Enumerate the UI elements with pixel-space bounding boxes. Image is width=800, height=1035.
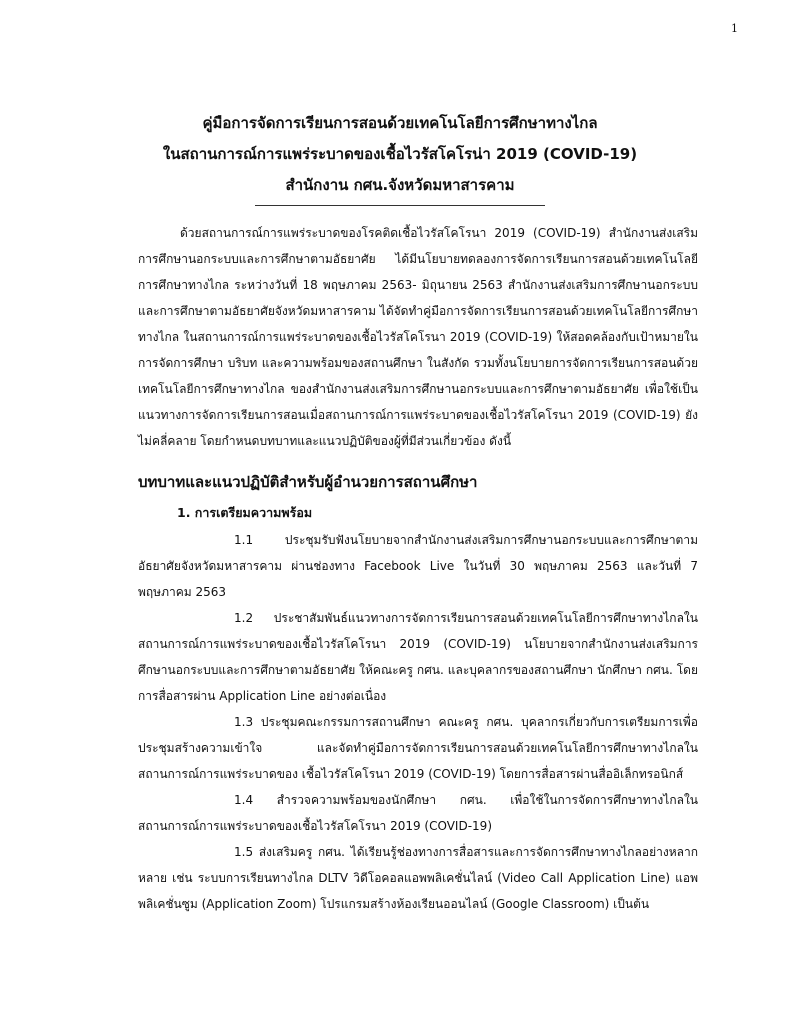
list-item: 1.3 ประชุมคณะกรรมการสถานศึกษา คณะครู กศน. บุคลากรเกี่ยวกับการเตรียมการเพื่อประชุมสร้างความเข้าใจ และจัดทำคู่มือการจัดการเรียนการสอนด้วยเทคโนโลยีการศึกษาทางไกลในสถานการณ์การแพร่ระบาดของ เชื้อไวรัสโคโรนา 2019 (COVID-19) โดยการสื่อสารผ่านสื่ออิเล็กทรอนิกส์ [138, 715, 698, 781]
document-office: สำนักงาน กศน.จังหวัดมหาสารคาม [285, 176, 515, 194]
page-number: 1 [731, 22, 738, 35]
intro-section [138, 220, 698, 454]
intro-paragraph: ด้วยสถานการณ์การแพร่ระบาดของโรคติดเชื้อไวรัสโคโรนา 2019 (COVID-19) สำนักงานส่งเสริมการศึกษานอกระบบและการศึกษาตามอัธยาศัย ได้มีนโยบายทดลองการจัดการเรียนการสอนด้วยเทคโนโลยีการศึกษาทางไกล ระหว่างวันที่ 18 พฤษภาคม 2563- มิถุนายน 2563 สำนักงานส่งเสริมการศึกษานอกระบบและการศึกษาตามอัธยาศัยจังหวัดมหาสารคาม ได้จัดทำคู่มือการจัดการเรียนการสอนด้วยเทคโนโลยีการศึกษาทางไกล ในสถานการณ์การแพร่ระบาดของเชื้อไวรัสโคโรนา 2019 (COVID-19) ให้สอดคล้องกับเป้าหมายในการจัดการศึกษา บริบท และความพร้อมของสถานศึกษา ในสังกัด รวมทั้งนโยบายการจัดการเรียนการสอนด้วยเทคโนโลยีการศึกษาทางไกล ของสำนักงานส่งเสริมการศึกษานอกระบบและการศึกษาตามอัธยาศัย เพื่อใช้เป็นแนวทางการจัดการเรียนการสอนเมื่อสถานการณ์การแพร่ระบาดของเชื้อไวรัสโคโรนา 2019 (COVID-19) ยังไม่คลี่คลาย โดยกำหนดบทบาทและแนวปฏิบัติของผู้ที่มีส่วนเกี่ยวข้อง ดังนี้ [138, 226, 698, 448]
document-title-block [0, 108, 800, 206]
document-subtitle: ในสถานการณ์การแพร่ระบาดของเชื้อไวรัสโคโรน่า 2019 (COVID-19) [162, 145, 638, 163]
item-list [138, 527, 698, 917]
document-title: คู่มือการจัดการเรียนการสอนด้วยเทคโนโลยีการศึกษาทางไกล [202, 114, 598, 132]
section-heading: บทบาทและแนวปฏิบัติสำหรับผู้อำนวยการสถานศึกษา [138, 473, 478, 491]
list-item: 1.2 ประชาสัมพันธ์แนวทางการจัดการเรียนการสอนด้วยเทคโนโลยีการศึกษาทางไกลในสถานการณ์การแพร่ระบาดของเชื้อไวรัสโคโรนา 2019 (COVID-19) นโยบายจากสำนักงานส่งเสริมการศึกษานอกระบบและการศึกษาตามอัธยาศัย ให้คณะครู กศน. และบุคลากรของสถานศึกษา นักศึกษา กศน. โดยการสื่อสารผ่าน Application Line อย่างต่อเนื่อง [138, 611, 698, 703]
list-item: 1.4 สำรวจความพร้อมของนักศึกษา กศน. เพื่อใช้ในการจัดการศึกษาทางไกลในสถานการณ์การแพร่ระบาดของเชื้อไวรัสโคโรนา 2019 (COVID-19) [138, 793, 698, 833]
sub-heading: 1. การเตรียมความพร้อม [177, 505, 313, 520]
list-item: 1.1 ประชุมรับฟังนโยบายจากสำนักงานส่งเสริมการศึกษานอกระบบและการศึกษาตามอัธยาศัยจังหวัดมหาสารคาม ผ่านช่องทาง Facebook Live ในวันที่ 30 พฤษภาคม 2563 และวันที่ 7 พฤษภาคม 2563 [138, 533, 698, 599]
title-divider [255, 205, 545, 206]
list-item: 1.5 ส่งเสริมครู กศน. ได้เรียนรู้ช่องทางการสื่อสารและการจัดการศึกษาทางไกลอย่างหลากหลาย เช่น ระบบการเรียนทางไกล DLTV วิดีโอคอลแอพพลิเคชั่นไลน์ (Video Call Application Line) แอพพลิเคชั่นซูม (Application Zoom) โปรแกรมสร้างห้องเรียนออนไลน์ (Google Classroom) เป็นต้น [138, 845, 698, 911]
